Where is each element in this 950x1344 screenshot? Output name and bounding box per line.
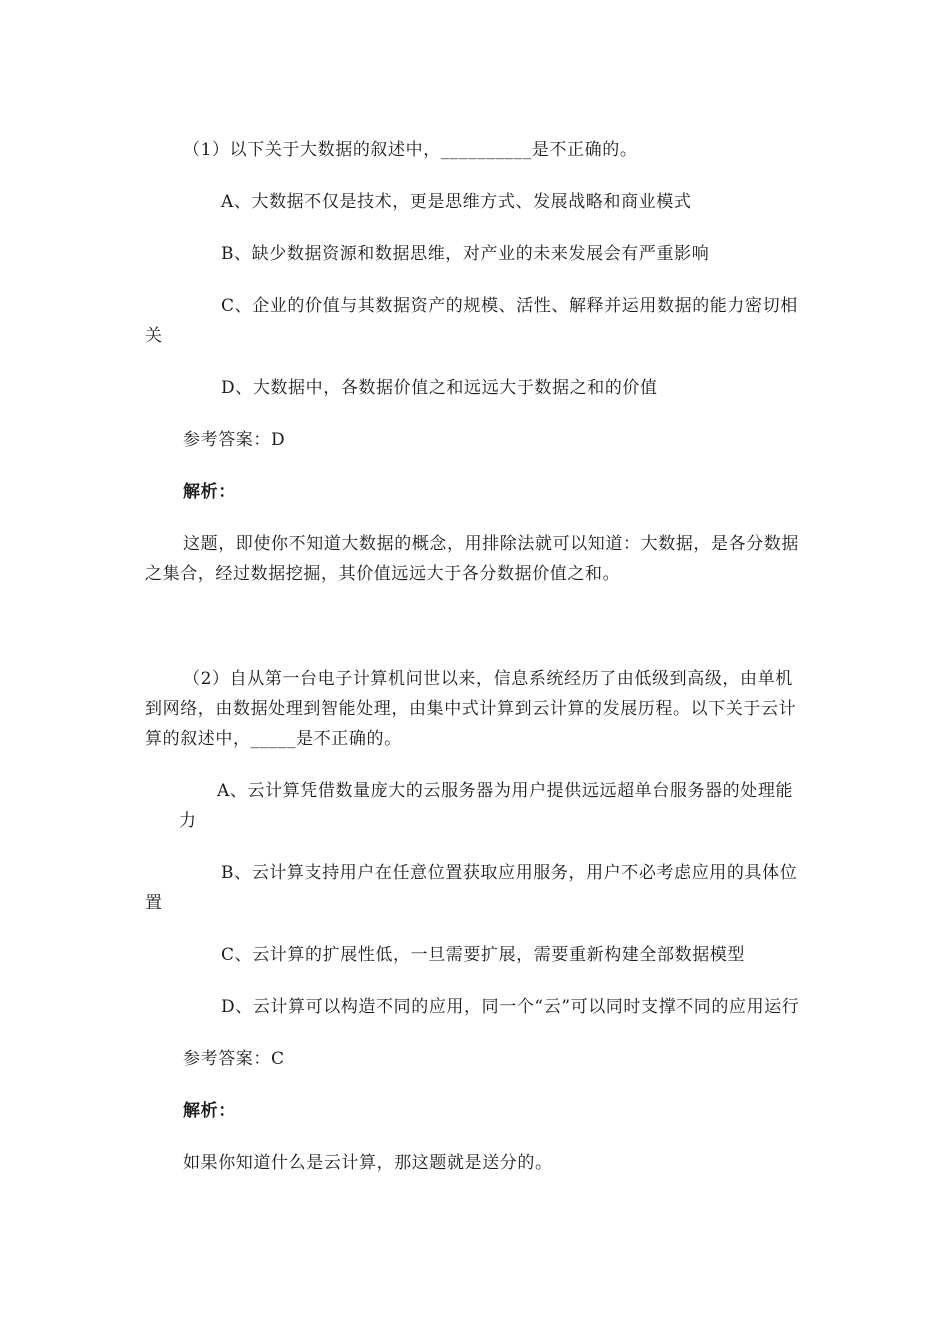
question-1 — [145, 135, 810, 611]
question-1-stem: （1）以下关于大数据的叙述中，__________是不正确的。 — [183, 140, 638, 160]
question-2-option-b: B、云计算支持用户在任意位置获取应用服务，用户不必考虑应用的具体位置 — [145, 863, 798, 913]
question-1-analysis-label: 解析： — [183, 482, 236, 502]
question-1-option-a: A、大数据不仅是技术，更是思维方式、发展战略和商业模式 — [221, 192, 692, 212]
question-1-option-d: D、大数据中，各数据价值之和远远大于数据之和的价值 — [221, 378, 658, 398]
question-2 — [145, 664, 810, 1200]
question-2-stem: （2）自从第一台电子计算机问世以来，信息系统经历了由低级到高级，由单机到网络，由数据处理到智能处理，由集中式计算到云计算的发展历程。以下关于云计算的叙述中，_____是不正确的。 — [145, 669, 797, 749]
question-2-analysis-label: 解析： — [183, 1101, 236, 1121]
question-2-analysis: 如果你知道什么是云计算，那这题就是送分的。 — [183, 1153, 553, 1173]
question-2-option-d: D、云计算可以构造不同的应用，同一个“云”可以同时支撑不同的应用运行 — [221, 997, 800, 1017]
question-2-answer: 参考答案：C — [183, 1049, 285, 1069]
question-1-option-b: B、缺少数据资源和数据思维，对产业的未来发展会有严重影响 — [221, 244, 710, 264]
question-1-answer: 参考答案：D — [183, 430, 286, 450]
question-2-option-c: C、云计算的扩展性低，一旦需要扩展，需要重新构建全部数据模型 — [221, 945, 746, 965]
question-1-option-c: C、企业的价值与其数据资产的规模、活性、解释并运用数据的能力密切相关 — [145, 296, 798, 346]
question-1-analysis: 这题，即使你不知道大数据的概念，用排除法就可以知道：大数据，是各分数据之集合，经过数据挖掘，其价值远远大于各分数据价值之和。 — [145, 534, 799, 584]
question-2-option-a: A、云计算凭借数量庞大的云服务器为用户提供远远超单台服务器的处理能力 — [179, 781, 794, 831]
